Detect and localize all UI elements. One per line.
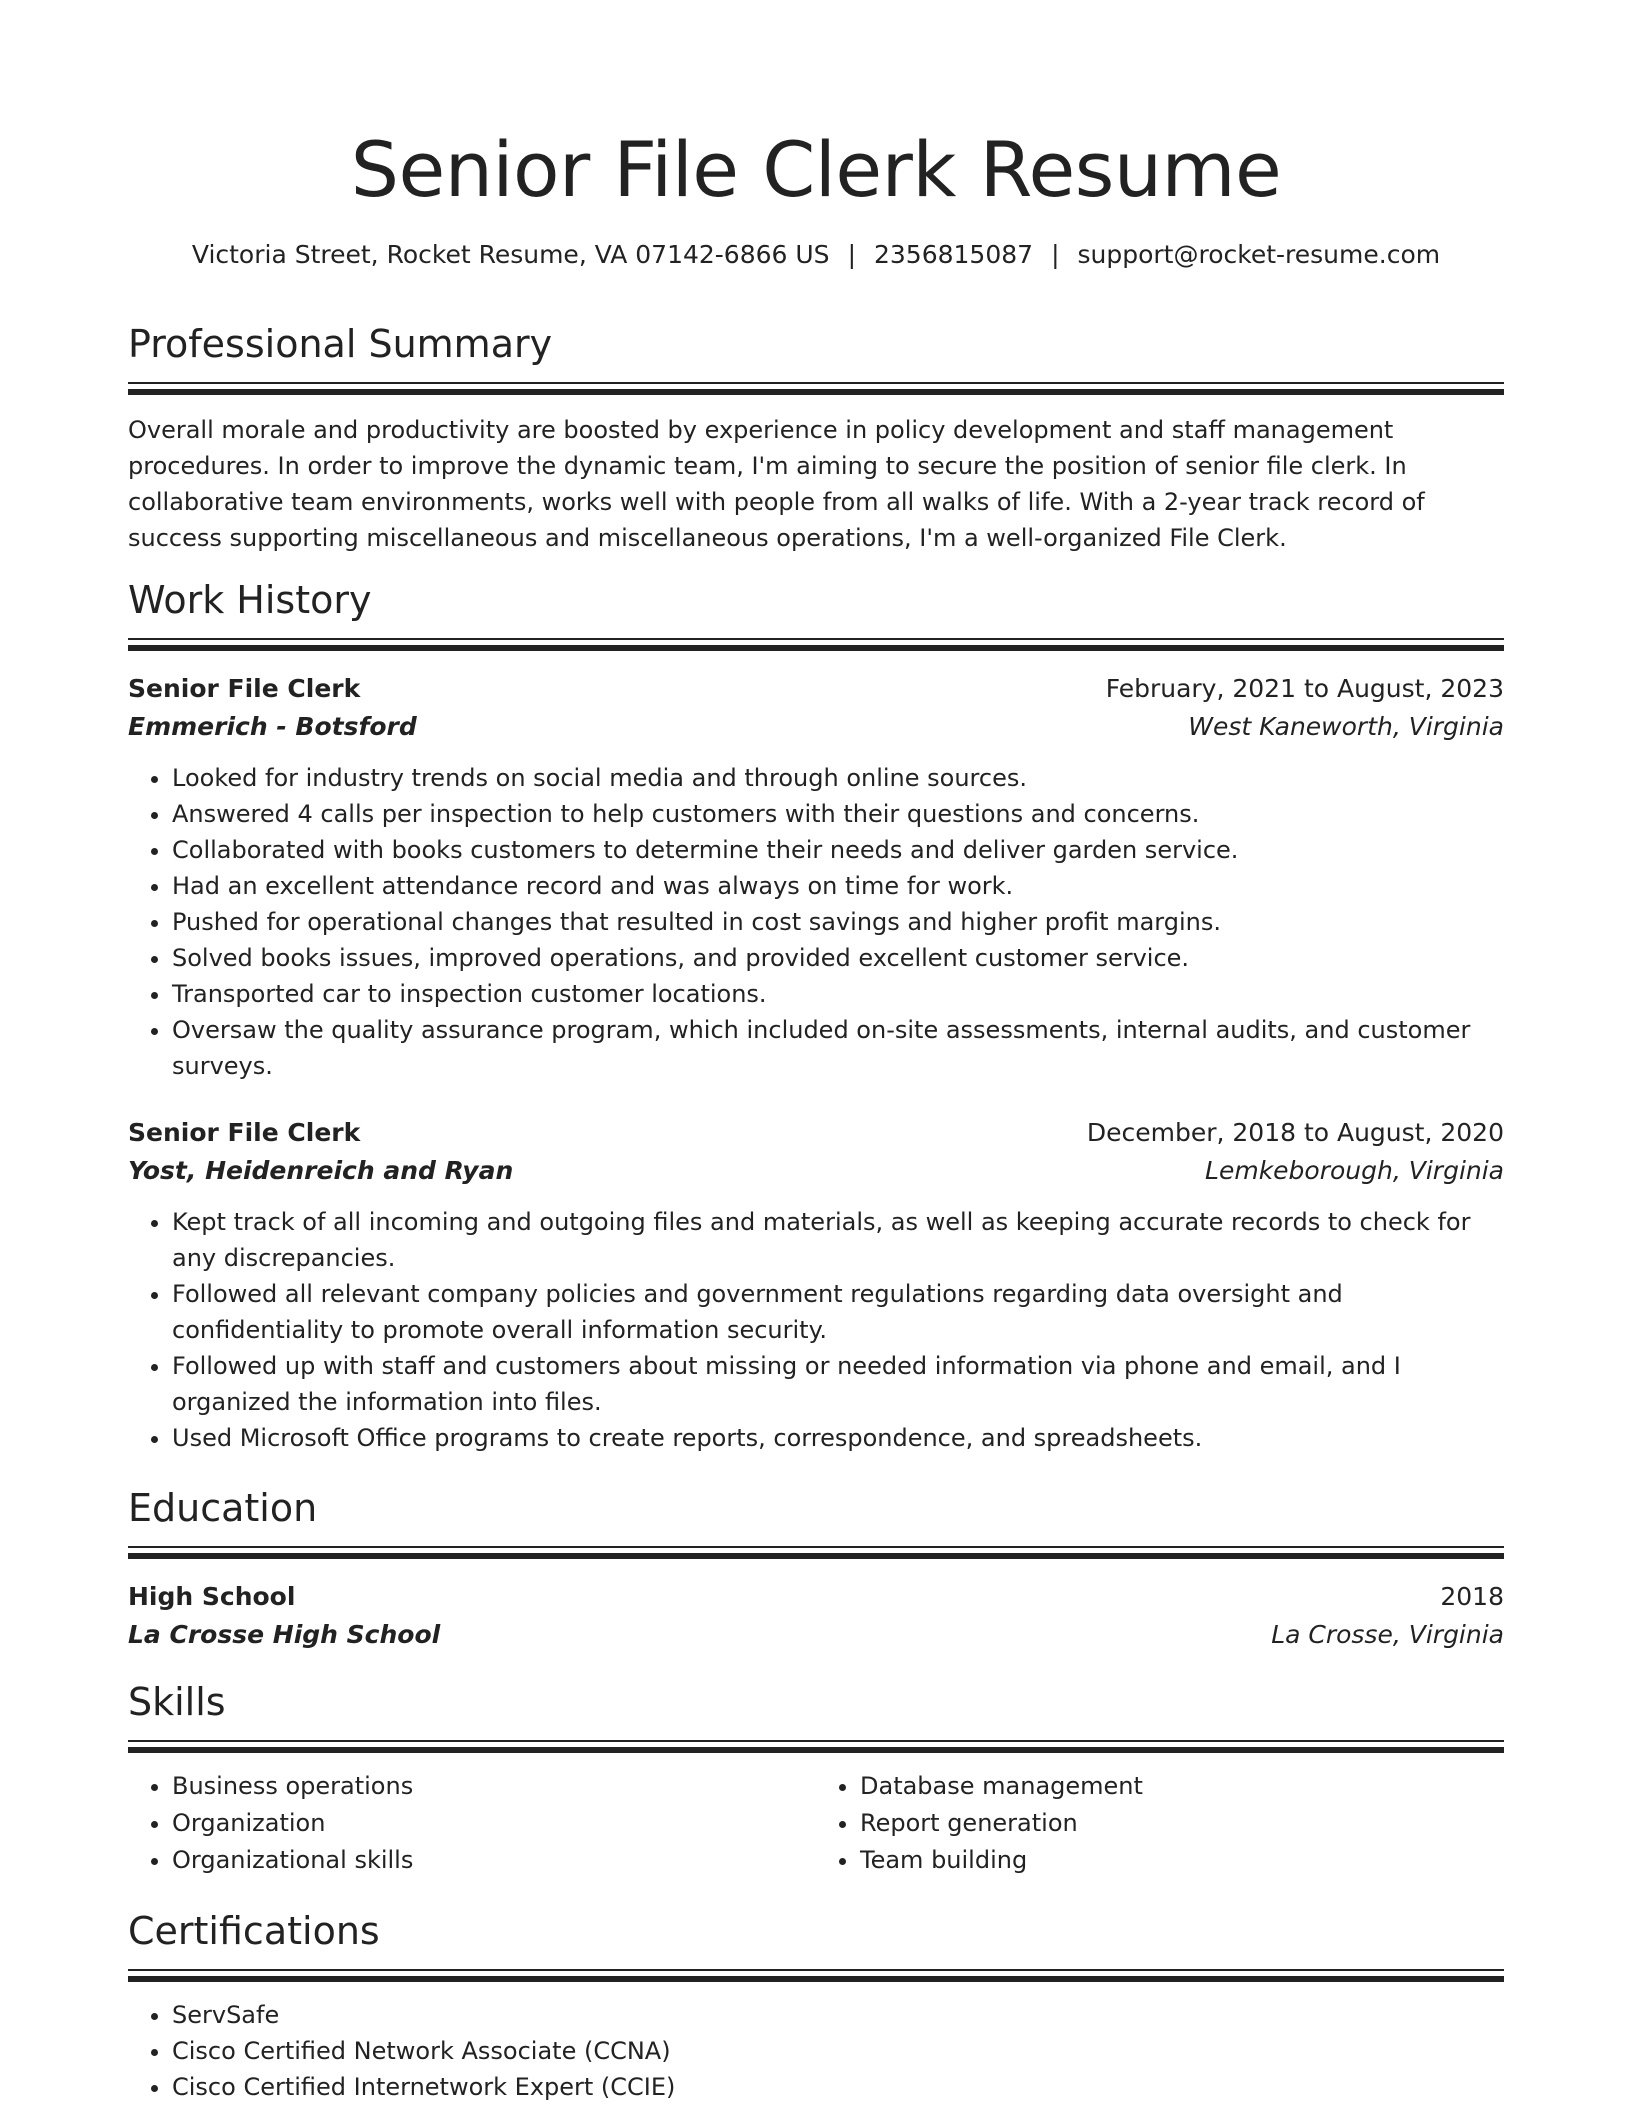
list-item: • Team building — [860, 1842, 1504, 1879]
section-divider — [128, 1969, 1504, 1983]
job-location: Lemkeborough, Virginia — [1205, 1156, 1504, 1185]
skills-columns — [128, 1768, 1504, 1879]
job-dates: February, 2021 to August, 2023 — [1105, 674, 1504, 703]
section-heading-skills: Skills — [128, 1680, 226, 1724]
section-heading-work: Work History — [128, 578, 372, 622]
contact-separator: | — [847, 240, 856, 269]
list-item: • Looked for industry trends on social media and through online sources. — [172, 760, 1504, 796]
education-school: La Crosse High School — [128, 1620, 441, 1649]
section-heading-education: Education — [128, 1486, 318, 1530]
list-item: • ServSafe — [172, 1997, 1504, 2033]
job-bullets — [128, 1204, 1504, 1456]
job-subheader-row — [128, 1152, 1504, 1190]
job-bullets — [128, 760, 1504, 1084]
list-item: • Report generation — [860, 1805, 1504, 1842]
section-divider — [128, 1740, 1504, 1754]
contact-line — [128, 238, 1504, 272]
list-item: • Cisco Certified Network Associate (CCNA) — [172, 2033, 1504, 2069]
list-item: • Business operations — [172, 1768, 816, 1805]
certifications-section — [128, 1907, 1504, 2105]
skills-section — [128, 1678, 1504, 1879]
list-item: • Collaborated with books customers to determine their needs and deliver garden service. — [172, 832, 1504, 868]
job-header-row — [128, 670, 1504, 708]
contact-phone[interactable]: 2356815087 — [874, 240, 1034, 269]
list-item: • Solved books issues, improved operations, and provided excellent customer service. — [172, 940, 1504, 976]
job-subheader-row — [128, 708, 1504, 746]
education-degree: High School — [128, 1582, 296, 1611]
education-year: 2018 — [1440, 1582, 1504, 1611]
resume-title: Senior File Clerk Resume — [350, 125, 1282, 214]
section-divider — [128, 638, 1504, 652]
professional-summary-section — [128, 320, 1504, 556]
job-dates: December, 2018 to August, 2020 — [1086, 1118, 1504, 1147]
list-item: • Oversaw the quality assurance program, which included on-site assessments, internal audits, and customer surveys. — [172, 1012, 1504, 1084]
job-entry — [128, 670, 1504, 1084]
job-location: West Kaneworth, Virginia — [1188, 712, 1504, 741]
contact-email[interactable]: support@rocket-resume.com — [1077, 240, 1441, 269]
summary-text: Overall morale and productivity are boosted by experience in policy development and staff management procedures. In order to improve the dynamic team, I'm aiming to secure the position of senior file clerk. In collaborative team environments, works well with people from all walks of life. With a 2-year track record of success supporting miscellaneous and miscellaneous operations, I'm a well-organized File Clerk. — [128, 416, 1425, 552]
list-item: • Cisco Certified Internetwork Expert (CCIE) — [172, 2069, 1504, 2105]
education-header-row — [128, 1578, 1504, 1616]
certifications-list — [128, 1997, 1504, 2105]
education-section — [128, 1484, 1504, 1654]
list-item: • Followed up with staff and customers about missing or needed information via phone and email, and I organized the information into files. — [172, 1348, 1504, 1420]
section-divider — [128, 1546, 1504, 1560]
list-item: • Had an excellent attendance record and was always on time for work. — [172, 868, 1504, 904]
list-item: • Transported car to inspection customer locations. — [172, 976, 1504, 1012]
list-item: • Pushed for operational changes that resulted in cost savings and higher profit margins. — [172, 904, 1504, 940]
job-company: Yost, Heidenreich and Ryan — [128, 1156, 514, 1185]
job-entry — [128, 1114, 1504, 1456]
education-subheader-row — [128, 1616, 1504, 1654]
skills-column-right — [816, 1768, 1504, 1879]
education-entry — [128, 1578, 1504, 1654]
list-item: • Kept track of all incoming and outgoing files and materials, as well as keeping accurate records to check for any discrepancies. — [172, 1204, 1504, 1276]
section-heading-summary: Professional Summary — [128, 322, 553, 366]
list-item: • Database management — [860, 1768, 1504, 1805]
contact-address: Victoria Street, Rocket Resume, VA 07142-6866 US — [191, 240, 830, 269]
list-item: • Followed all relevant company policies and government regulations regarding data oversight and confidentiality to promote overall information security. — [172, 1276, 1504, 1348]
job-header-row — [128, 1114, 1504, 1152]
list-item: • Organizational skills — [172, 1842, 816, 1879]
list-item: • Used Microsoft Office programs to create reports, correspondence, and spreadsheets. — [172, 1420, 1504, 1456]
section-heading-certifications: Certifications — [128, 1909, 380, 1953]
section-divider — [128, 382, 1504, 396]
job-title: Senior File Clerk — [128, 674, 361, 703]
skills-column-left — [128, 1768, 816, 1879]
list-item: • Organization — [172, 1805, 816, 1842]
education-location: La Crosse, Virginia — [1271, 1620, 1504, 1649]
list-item: • Answered 4 calls per inspection to help customers with their questions and concerns. — [172, 796, 1504, 832]
work-history-section — [128, 576, 1504, 1456]
job-company: Emmerich - Botsford — [128, 712, 417, 741]
contact-separator: | — [1051, 240, 1060, 269]
job-title: Senior File Clerk — [128, 1118, 361, 1147]
